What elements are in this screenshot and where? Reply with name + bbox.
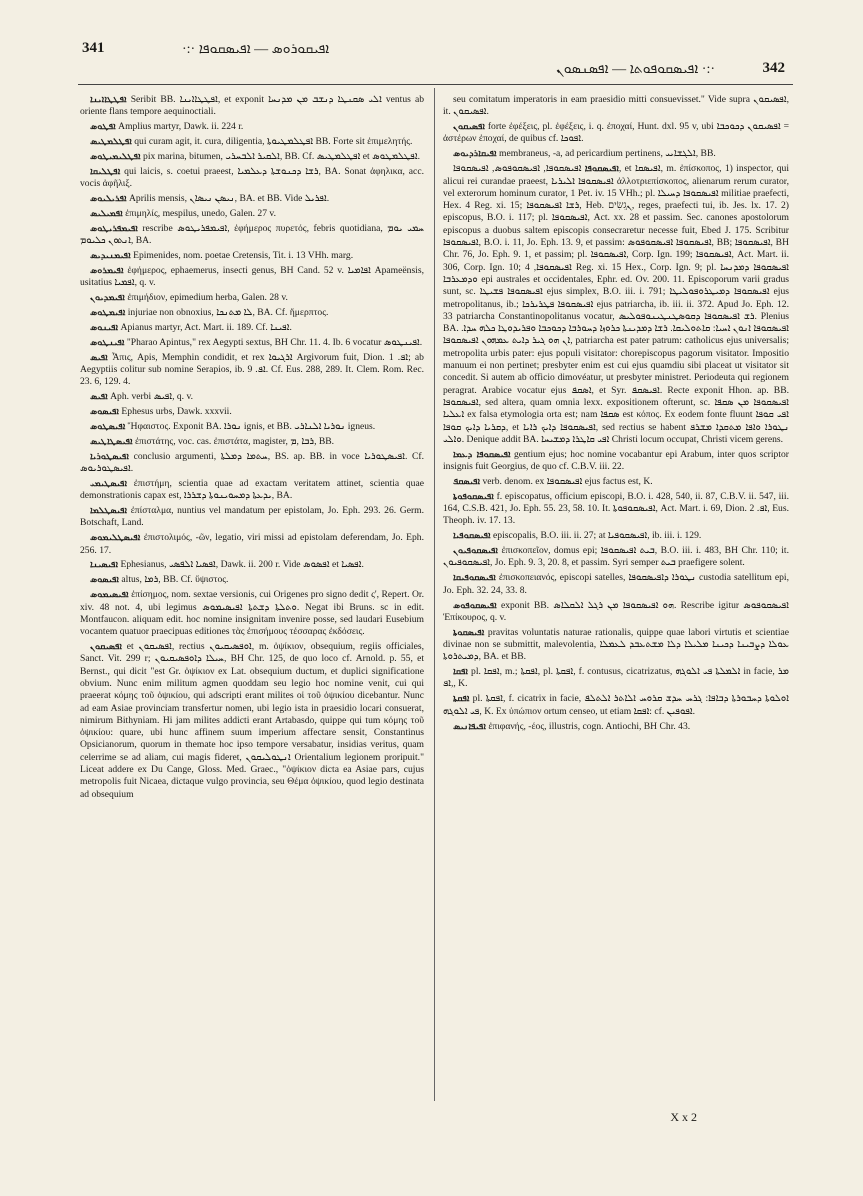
headword: ܐܦܣܝܩܘܢ	[90, 641, 122, 653]
page-number-right: 342	[762, 60, 785, 76]
dictionary-entry	[443, 545, 789, 570]
headword: ܐܦܝܢܛܘܣ	[90, 336, 125, 348]
dictionary-entry	[80, 292, 424, 304]
dictionary-entry	[80, 559, 424, 571]
headword: ܐܦܪܝܠܝܘܣ	[90, 193, 127, 205]
entry-text: qui curam agit, it. cura, diligentia, ܐܦܛܠܡܛܝܘܬܐ BB. Forte sit ἐπιμελητής.	[134, 136, 413, 148]
entry-text: conclusio argumenti, ܚܬܡܐ ܕܡܠܬܐ, BS. ap. BB. in voce ܐܦܝܣܛܘܪܝܐ. Cf. ܐܦܝܣܛܘܪܝܘܣ.	[80, 450, 425, 474]
entry-text: gentium ejus; hoc nomine vocabantur epi Arabum, inter quos scriptor insignis fuit Georgius, de quo cf. C.B.V. iii. 22.	[443, 448, 789, 472]
entry-text: ἐπιστολιμός, -ῶν, legatio, viri missi ad epistolam deferendam, Jo. Eph. 256. 17.	[80, 532, 424, 556]
dictionary-entry	[80, 532, 424, 557]
running-head-right: ܐܦܝܣܩܘܦܘܬܐ — ܐܦܣܢܣܘܢ ·:·	[556, 62, 715, 77]
entry-text: ܐܦܝܣܩܘܦܐ, ܐܦܝܣܩܘܦܘܣ, ܐܦܝܣܩܘܦܐ, et ܐܦܝܣܩܐ, m. ἐπίσκοπος, 1) inspector, qui alicui rei curandae praeest, ܐܦܝܣܩܘܦܐ ܐܠܝܪܝܐ ἀλλοτριεπίσκοπος, alienarum rerum curator, vel exterorum hominum curator, 1 Pet. iv. 15 VHh.; pl. ܐܦܝܣܩܘܦܐ ܕܚܝܠܐ militiae praefecti, Hex. 4 Reg. xi. 15; ܪܫܐ ܐܦܝܣܩܘܦܐ, Heb. ܢְגִשִׂים, reges, praefecti tui, ib. Jes. lx. 17. 2) episcopus, B.O. i. 117; pl. ܐܦܝܣܩܘܦܐ, Act. xx. 28 et passim. Sec. canones apostolorum episcopus a duobus saltem episcopis consecraretur necesse fuit, Ebed J. 175. Scribitur ܐܦܝܣܩܘܦܐ, B.O. i. 11, Jo. Eph. 13. 9, et passim: ܐܦܝܣܩܘܦܐ ܐܦܝܣܩܘܦܘܣ, BB; ܐܦܝܣܩܘܦܐ, BH Chr. 76, Jo. Eph. 9. 1, et passim; pl. ܐܦܝܣܩܘܦܐ, Corp. Ign. 199; ܐܦܝܣܩܘܦܐ, Act. Mart. ii. 306, Corp. Ign. 10; ܐܦܝܣܩܘܦܐ, 4 Reg. xi. 15 Hex., Corp. Ign. 9; pl. ܐܦܝܣܩܘܦܐ ܕܡܕܢܚܐ ܘܕܡܥܪܒܐ epi australes et occidentales, Ephr. ed. Ov. 200. 11. Episcoporum varii gradus sunt, sc. ܐܦܝܣܩܘܦܐ ܦܫܝܛܐ ejus simplex, B.O. iii. i. 791; ܐܦܝܣܩܘܦܐ ܕܡܝܛܪܘܦܘܠܝܛܐ ejus metropolitanus, ib.; ܐܦܝܣܩܘܦܐ ܦܛܪܝܪܟܐ ejus patriarcha, ib. iii. ii. 372. Apud Jo. Eph. 12. 33 patriarcha Constantinopolitanus vocatur, ܪܫ ܐܦܝܣܩܘܦܐ ܕܩܘܣܛܢܛܝܢܘܦܘܠܝܣ. Plenius BA. ܐܦܝܣܩܘܦܐ ܐܢܘܢ ܐܚܝܐ: ܩܐܬܘܠܝܩܐ. ܪܫܐ ܕܡܕܝܢܬܐ ܟܪܘܙܐ ܕܚܘܪܒܐ ܕܟܘܟܒܐ ܘܦܪܝܕܘܛܐ ܟܠܗ ܚܕܐ. ܐܢ ܗܘ ܓܝܪ ܕܐܝܬ ܥܡܗܘܢ ܐܦܝܣܩܘܦܐ, patriarcha est pater patrum: catholicus ejus universalis; metropolita urbis pater: ejus populi visitator: chorepiscopus pagorum visitator. Impositio manuum ei non pertinet; presbyter enim est cui ejus quamdiu sibi placeat ut visitator sit concedit. Si autem ab officio dimovéatur, ut presbyter ministret. Periodeuta qui regionem peragrat. Arabice vocatur ejus ܐܣܩܦ, et Syr. ܐܦܝܣܩܦ. Recte exponit Hhon. ap. BB. ܐܦܝܣܩܘܦܐ, sed altera, quam omnia lexx. expositionem ofterunt, sc. ܐܦܝܣܩܘܦܐ ܡܢ ܣܩܦܐ ܐܥܠܝܐ ex falsa etymologia orta est; nam ܣܩܦܐ est κόπος. Ex eodem fonte fluunt ܐܦܝ ܩܘܦܐ ܕܩܪܝܐ ܕܐܝܟ ܩܘܦܐ, et ܐܦܝܣܩܘܦܐ ܕܐܝܟ ܪܐܝܐ, sed rectius se habent ܢܛܘܪܐ ܘܐܦܐ ܡܬܩܕܐ ܡܫܪܦ ܘܐܠܝ. Denique addit BA. ܐܦܝ ܩܐܛܪܐ ܕܡܫܝܚܐ Christi locum occupat, Christi vicem gerens.	[443, 163, 790, 445]
headword: ܐܦܝܢܘܣ	[90, 321, 119, 333]
entry-text: Ephesianus, ܐܦܣܝܐ ܐܠܦܣܝ, Dawk. ii. 200 r. Vide ܐܦܣܘܣ et ܐܦܣܝܐ.	[120, 559, 364, 571]
entry-text: ἐπιμηλίς, mespilus, unedo, Galen. 27 v.	[125, 207, 276, 219]
entry-text: verb. denom. ex ܐܦܝܣܩܘܦܐ ejus factus est, K.	[482, 475, 653, 487]
entry-text: ἐπισκοπειανός, episcopi satelles, ܢܛܘܪܐ ܕܐܦܝܣܩܘܦܐ custodia satellitum epi, Jo. Eph. 32. 24, 33. 8.	[443, 572, 789, 596]
headword: ܐܦܛܠܝܩܐ	[90, 165, 121, 177]
entry-text: Ἥφαιστος. Exponit BA. ܢܘܪܐ ignis, et BB. ܢܘܪܝܐ ܐܠܢܐܪܝ igneus.	[127, 420, 376, 432]
dictionary-entry	[443, 163, 789, 446]
headword: ܐܦܝܡܦܪܝܛܘܣ	[90, 222, 138, 234]
entry-text: ἐφήμερος, ephaemerus, insecti genus, BH Cand. 52 v. ܐܦܐܡܝܐ Apameënsis, usitatius ܐܦܡܝܐ, q. v.	[80, 264, 424, 289]
dictionary-entry	[80, 193, 424, 205]
headword: ܐܦܡܝܠܝܣ	[90, 207, 123, 219]
headword: ܐܦܝܣܩܘܦܘܣ	[453, 599, 497, 611]
entry-text: Aprilis mensis, ܢܝܣܢ ܢܝܣܐܢ, BA. et BB. Vide ܐܦܪܝܠ.	[128, 193, 330, 205]
dictionary-entry	[80, 436, 424, 448]
headword: ܐܦܛܠܝܡܝܛܘܣ	[90, 150, 141, 162]
headword: ܐܦܝܣܛܠܡܐ	[90, 505, 128, 517]
headword: ܐܦܝܣ	[90, 391, 108, 403]
entry-text: "Pharao Apintus," rex Aegypti sextus, BH Chr. 11. 4. Ib. 6 vocatur ܐܦܝܢܛܘܣ.	[126, 336, 423, 348]
entry-text: pl. ܐܦܩܬܐ, f. cicatrix in facie, ܐܘܠܘܬܐ ܕܚܒܘܪܬܐ ܕܒܐܦܐ: ܓܪܚ ܚܕܫ ܩܪܘܚ ܐܠܐܬܪ ܐܠܬܠܦ ܦܝ ܐܠܘܓܗ, K. Ex ὑπώπιον ortum censeo, ut etiam ܐܦܩܐ: cf. ܐܦܘܦܝܢ.	[443, 693, 789, 717]
dictionary-entry	[80, 641, 424, 801]
dictionary-entry	[443, 693, 789, 718]
headword: ܐܦܝܣܩܘܦܝܘܢ	[453, 545, 499, 557]
headword: ܐܦܝܣܩܘܦܘܬܐ	[453, 490, 494, 502]
entry-text: ἐπιστάτης, voc. cas. ἐπιστάτα, magister, ܪܒܐ ,ܡ, BB.	[135, 435, 335, 447]
dictionary-entry	[80, 337, 424, 349]
headword: ܐܦܝܣܘܣ	[90, 574, 119, 586]
headword: ܐܦܩܬܐ	[453, 693, 470, 705]
dictionary-entry	[80, 136, 424, 148]
headword: ܐܦܝܡܢܝܕܝܣ	[90, 250, 131, 262]
dictionary-entry	[80, 121, 424, 133]
entry-text: f. episcopatus, officium episcopi, B.O. i. 428, 540, ii. 87, C.B.V. ii. 547, iii. 164, C.S.B. 421, Jo. Eph. 55. 23, 58. 10. It. ܐܦܝܣܩܘܦܘܬܐ, Act. Mart. i. 69, Dion. ܐܦ. 2, Eus. Theoph. iv. 17. 13.	[443, 490, 789, 527]
dictionary-entry	[80, 223, 424, 248]
dictionary-entry	[443, 449, 789, 474]
entry-text: ἐπιμήδιον, epimedium herba, Galen. 28 v.	[127, 292, 288, 304]
dictionary-entry	[80, 151, 424, 163]
dictionary-entry	[80, 265, 424, 290]
headword: ܐܦܝܣܩܘܦܐ	[584, 163, 619, 175]
entry-text: Amplius martyr, Dawk. ii. 224 r.	[118, 121, 244, 133]
entry-text: forte ἐφέξεις, pl. ἐφέξεις, i. q. ἐποχαί, Hunt. dxl. 95 v, ubi ܐܦܣܝܩܘܢ ܕܟܘܟܒܐ = ἀστέρων ἐποχαί, de quibus cf. ܐܦܘܟܐ.	[443, 121, 789, 145]
entry-text: episcopalis, B.O. iii. ii. 27; at ܐܦܝܣܩܘܦܝܐ, ib. iii. i. 129.	[493, 530, 702, 542]
headword: ܐܦܝܣܛܠܝܡܘܣ	[90, 532, 141, 544]
headword: ܐܦܛܛܐܐܝܢܐ	[90, 94, 127, 105]
dictionary-entry	[80, 208, 424, 220]
dictionary-entry	[443, 491, 789, 528]
dictionary-entry	[443, 476, 789, 488]
dictionary-entry	[443, 148, 789, 160]
page-header	[72, 40, 785, 77]
headword: ܐܦܛܠܡܛܝܣ	[90, 136, 132, 148]
dictionary-entry	[443, 627, 789, 664]
entry-text: ἐπισκοπεῖον, domus epi; ܒܝܬ ܐܦܝܣܩܘܦܐ, B.O. iii. i. 483, BH Chr. 110; it. ܐܦܝܣܩܘܦܝܘܢ, Jo. Eph. 9. 3, 20. 8, et passim. Syri semper ܒܝܬ praefigere solent.	[443, 545, 789, 569]
headword: ܐܦܣܝܩܘܢ	[453, 121, 485, 133]
headword: ܐܦܝܣܝܢܐ	[90, 559, 119, 571]
headword: ܐܦܝܣܛܘܪܝܐ	[90, 450, 129, 462]
dictionary-entry	[80, 94, 424, 119]
entry-text: seu comitatum imperatoris in eam praesidio mitti consuevisset." Vide supra ܐܦܣܝܩܘܢ, it. ܐܦܣܝܩܘܢ.	[443, 94, 789, 118]
dictionary-entry	[80, 505, 424, 530]
entry-text: injuriae non obnoxius, ܠܐ ܡܬܢܟܐ, BA. Cf. ἥμερπτος.	[127, 306, 329, 318]
dictionary-entry	[443, 572, 789, 597]
headword: ܐܦܝܡܪܘܣ	[90, 264, 124, 276]
page-number-left: 341	[82, 40, 105, 56]
entry-text: Seribit BB. ܐܦܛܛܐܐܝܢܐ, et exponit ܐܠܝ ܣܩܢܛܐ ܕܢܫܒ ܡܢ ܡܕܢܚܐ ventus ab oriente flans tempore aequinoctiali.	[80, 94, 424, 118]
dictionary-entry	[80, 478, 424, 503]
headword: ܐܦܝܣܛܝܡܝ	[90, 477, 128, 489]
entry-text: pravitas voluntatis naturae rationalis, quippe quae labori virtutis et scientiae divinae non se submittit, malevolentia, ܥܘܠܐ ܕܨܒܝܢܐ ܕܟܝܢܐ ܡܠܝܠܐ ܕܠܐ ܡܫܬܥܒܕ ܠܥܡܠܐ ܕܡܝܬܪܘܬܐ, BA. et BB.	[443, 626, 789, 663]
dictionary-entry	[80, 250, 424, 262]
dictionary-entry	[80, 589, 424, 638]
headword: ܐܦܝܣܩܘܦܐ ܕܥܡܐ	[453, 448, 511, 460]
headword: ܐܦܝܡܕܝܘܢ	[90, 292, 125, 304]
entry-text: Ephesus urbs, Dawk. xxxvii.	[121, 406, 232, 418]
headword: ܐܦܝܣܛܐܛܝܣ	[90, 435, 133, 447]
headword: ܐܦܝܣܩܘܦܝܐ	[453, 530, 491, 542]
headword: ܐܦܝܩܐܪܕܝܘܣ	[453, 148, 497, 160]
right-column	[443, 94, 789, 735]
entry-text: qui laicis, s. coetui praeest, ܪܫܐ ܕܟܢܘܫܬܐ ܕܥܠܡܝܐ, BA. Sonat ἀφηλικα, acc. vocis ἀφῆλιξ.	[80, 165, 424, 190]
entry-text: ἐπιστήμη, scientia quae ad exactam veritatem attinet, scientia quae demonstrationis capax est, ܝܕܥܬܐ ܕܡܚܘܝܢܘܬܐ ܕܫܪܪܐ, BA.	[80, 477, 424, 502]
dictionary-entry	[443, 94, 789, 119]
dictionary-entry	[80, 406, 424, 418]
headword: ܐܦܝܣܘܣ	[90, 406, 119, 418]
headword: ܐܦܝܣܩܘܦܝܩܐ	[453, 572, 496, 584]
entry-text: pix marina, bitumen, ܐܠܩܝܪ ܐܠܒܚܪܝ, BB. Cf. ܐܦܛܠܡܛܝܣ et ܐܦܛܠܡܛܘܣ.	[143, 150, 420, 162]
entry-text: Ἆπις, Apis, Memphin condidit, et rex ܐܪܓܝܘܐ Argivorum fuit, Dion. ܐܦ. 1; ab Aegyptiis colitur sub nomine Serapios, ib. ܐܦ. 9. Cf. Eus. 288, 289. It. Clem. Rom. Rec. 23. 6, 129. 4.	[80, 351, 424, 388]
entry-text: ἐπίσημος, nom. sextae versionis, cui Origenes pro signo dedit ς', Repert. Or. xiv. 48 not. 4, ubi legimus ܘܬܠܬܐ ܕܫܬܬܐ ܐܦܝܣܝܡܘܣ. Negat ibi Bruns. sc in edit. Montfaucon. aliquam edit. hoc nomine insignitam invenire posse, sed laudari Eusebium vocantem quatuor praecipuas editiones τὰς ἐπισήμους τέσσαρας ἐκδόσεις.	[80, 589, 424, 638]
headword: ܐܦܝܣܩܘܬܐ	[453, 626, 485, 638]
entry-text: Epimenides, nom. poetae Cretensis, Tit. i. 13 VHh. marg.	[133, 250, 354, 262]
dictionary-entry	[80, 421, 424, 433]
dictionary-entry	[443, 530, 789, 542]
dictionary-entry	[80, 322, 424, 334]
entry-text: exponit BB. ܗܘ ܐܦܝܣܩܘܦܐ ܡܢ ܪܓܠ ܐܠܩܠܐܣ. Rescribe igitur ܐܦܝܣܩܘܦܘܣ Ἐπίκουρος, q. v.	[443, 599, 789, 623]
header-rule	[78, 84, 793, 85]
entry-text: ἐπίσταλμα, nuntius vel mandatum per epistolam, Jo. Eph. 293. 26. Germ. Botschaft, Land.	[80, 505, 425, 529]
dictionary-entry	[443, 600, 789, 625]
headword: ܐܦܝܣܛܘܣ	[90, 420, 126, 432]
dictionary-entry	[80, 391, 424, 403]
entry-text: et ܐܦܣܝܩܘܢ, rectius ܐܘܦܣܝܩܝܘܢ, m. ὀψίκιον, obsequium, regiis officiales, Sanct. Vit. 299 r; ܚܝܠܐ ܕܐܘܦܣܝܩܝܘܢ, BH Chr. 125, de quo loco cf. Arnold. p. 55, et Bernst., qui dicit "est Gr. ὀψίκιον ex Lat. obsequium ductum, et duplici significatione obvium. Nunc enim militum agmen quoddam seu legio hoc nomine venit, cui qui praeerat κόμης τοῦ ὀψικίου, qui adscripti erant milites οἱ τοῦ ὀψικίου dicebantur. Nunc ad eam Asiae provinciam transfertur nomen, ubi legio ista in praesidio locari consuerat, nimirum Bithyniam. Hi jam milites addicti erant Artabasdo, quippe qui tum κόμης τοῦ ὀψικίου: quare, ubi hunc affinem suum imperium affectare sensit, Constantinus Opsicianorum, quorum in themate hoc ipso tempore versabatur, insidias veritus, quam celerrime se ad aliam, cui magis fideret, ܐܢܛܘܠܝܩܘܢ Orientalium legionem proripuit." Liceat addere ex Du Cange, Gloss. Med. Graec., "ὀψίκιον dicta ea Asiae pars, cujus metropolis fuit Nicaea, dictaque vulgo provincia, seu Θέμα ὀψικίου, quod legio destinata ad obsequium	[80, 641, 424, 800]
entry-text: ἐπιφανής, -έος, illustris, cogn. Antiochi, BH Chr. 43.	[488, 720, 691, 732]
dictionary-entry	[80, 166, 424, 191]
entry-text: Aph. verbi ܐܦܝܣ, q. v.	[110, 391, 194, 403]
headword: ܐܦܝܣ	[90, 351, 108, 363]
column-divider	[434, 88, 435, 1101]
dictionary-entry	[80, 307, 424, 319]
dictionary-entry	[443, 721, 789, 733]
headword: ܐܦܝܡܛܘܣ	[90, 306, 126, 318]
dictionary-entry	[443, 121, 789, 146]
headword: ܐܦܛܘܣ	[90, 121, 116, 133]
headword: ܐܦܝܦܐܢܝܣ	[453, 720, 486, 732]
entry-text: Apianus martyr, Act. Mart. ii. 189. Cf. ܐܦܝܢܐ.	[120, 321, 292, 333]
headword: ܐܦܝܣܝܡܘܣ	[90, 589, 129, 601]
entry-text: altus, ܪܡܐ, BB. Cf. ὕψιστος.	[121, 574, 229, 586]
signature-mark: X x 2	[670, 1110, 697, 1124]
dictionary-entry	[80, 352, 424, 389]
dictionary-entry	[80, 574, 424, 586]
left-column	[80, 94, 424, 803]
entry-text: rescribe ܐܦܝܡܦܪܝܛܘܣ, ἐφήμερος πυρετός, febris quotidiana, ܚܡܝ ܝܘܡ ܐܢܬܘܢ ܟܠܝܘܡ, BA.	[80, 222, 424, 247]
headword: ܐܦܩܐ	[453, 666, 468, 678]
dictionary-entry	[443, 666, 789, 691]
headword: ܐܦܝܣܩܦ	[453, 475, 481, 487]
entry-text: pl. ܐܦܩܐ, m.; ܐܦܩܬܐ, pl. ܐܦܩܬܐ, f. contusus, cicatrizatus, ܐܠܡܠܬܐ ܦܝ ܐܠܘܓܗ in facie, ܡܪ ,ܐܦ, K.	[443, 666, 789, 690]
dictionary-entry	[80, 451, 424, 476]
entry-text: membraneus, -a, ad pericardium pertinens, ܐܠܓܫܐܝܝ, BB.	[499, 148, 716, 160]
running-head-left: ·:· ܐܦܝܩܘܪܘܣ — ܐܦܝܣܩܘܦܐ	[182, 42, 330, 57]
